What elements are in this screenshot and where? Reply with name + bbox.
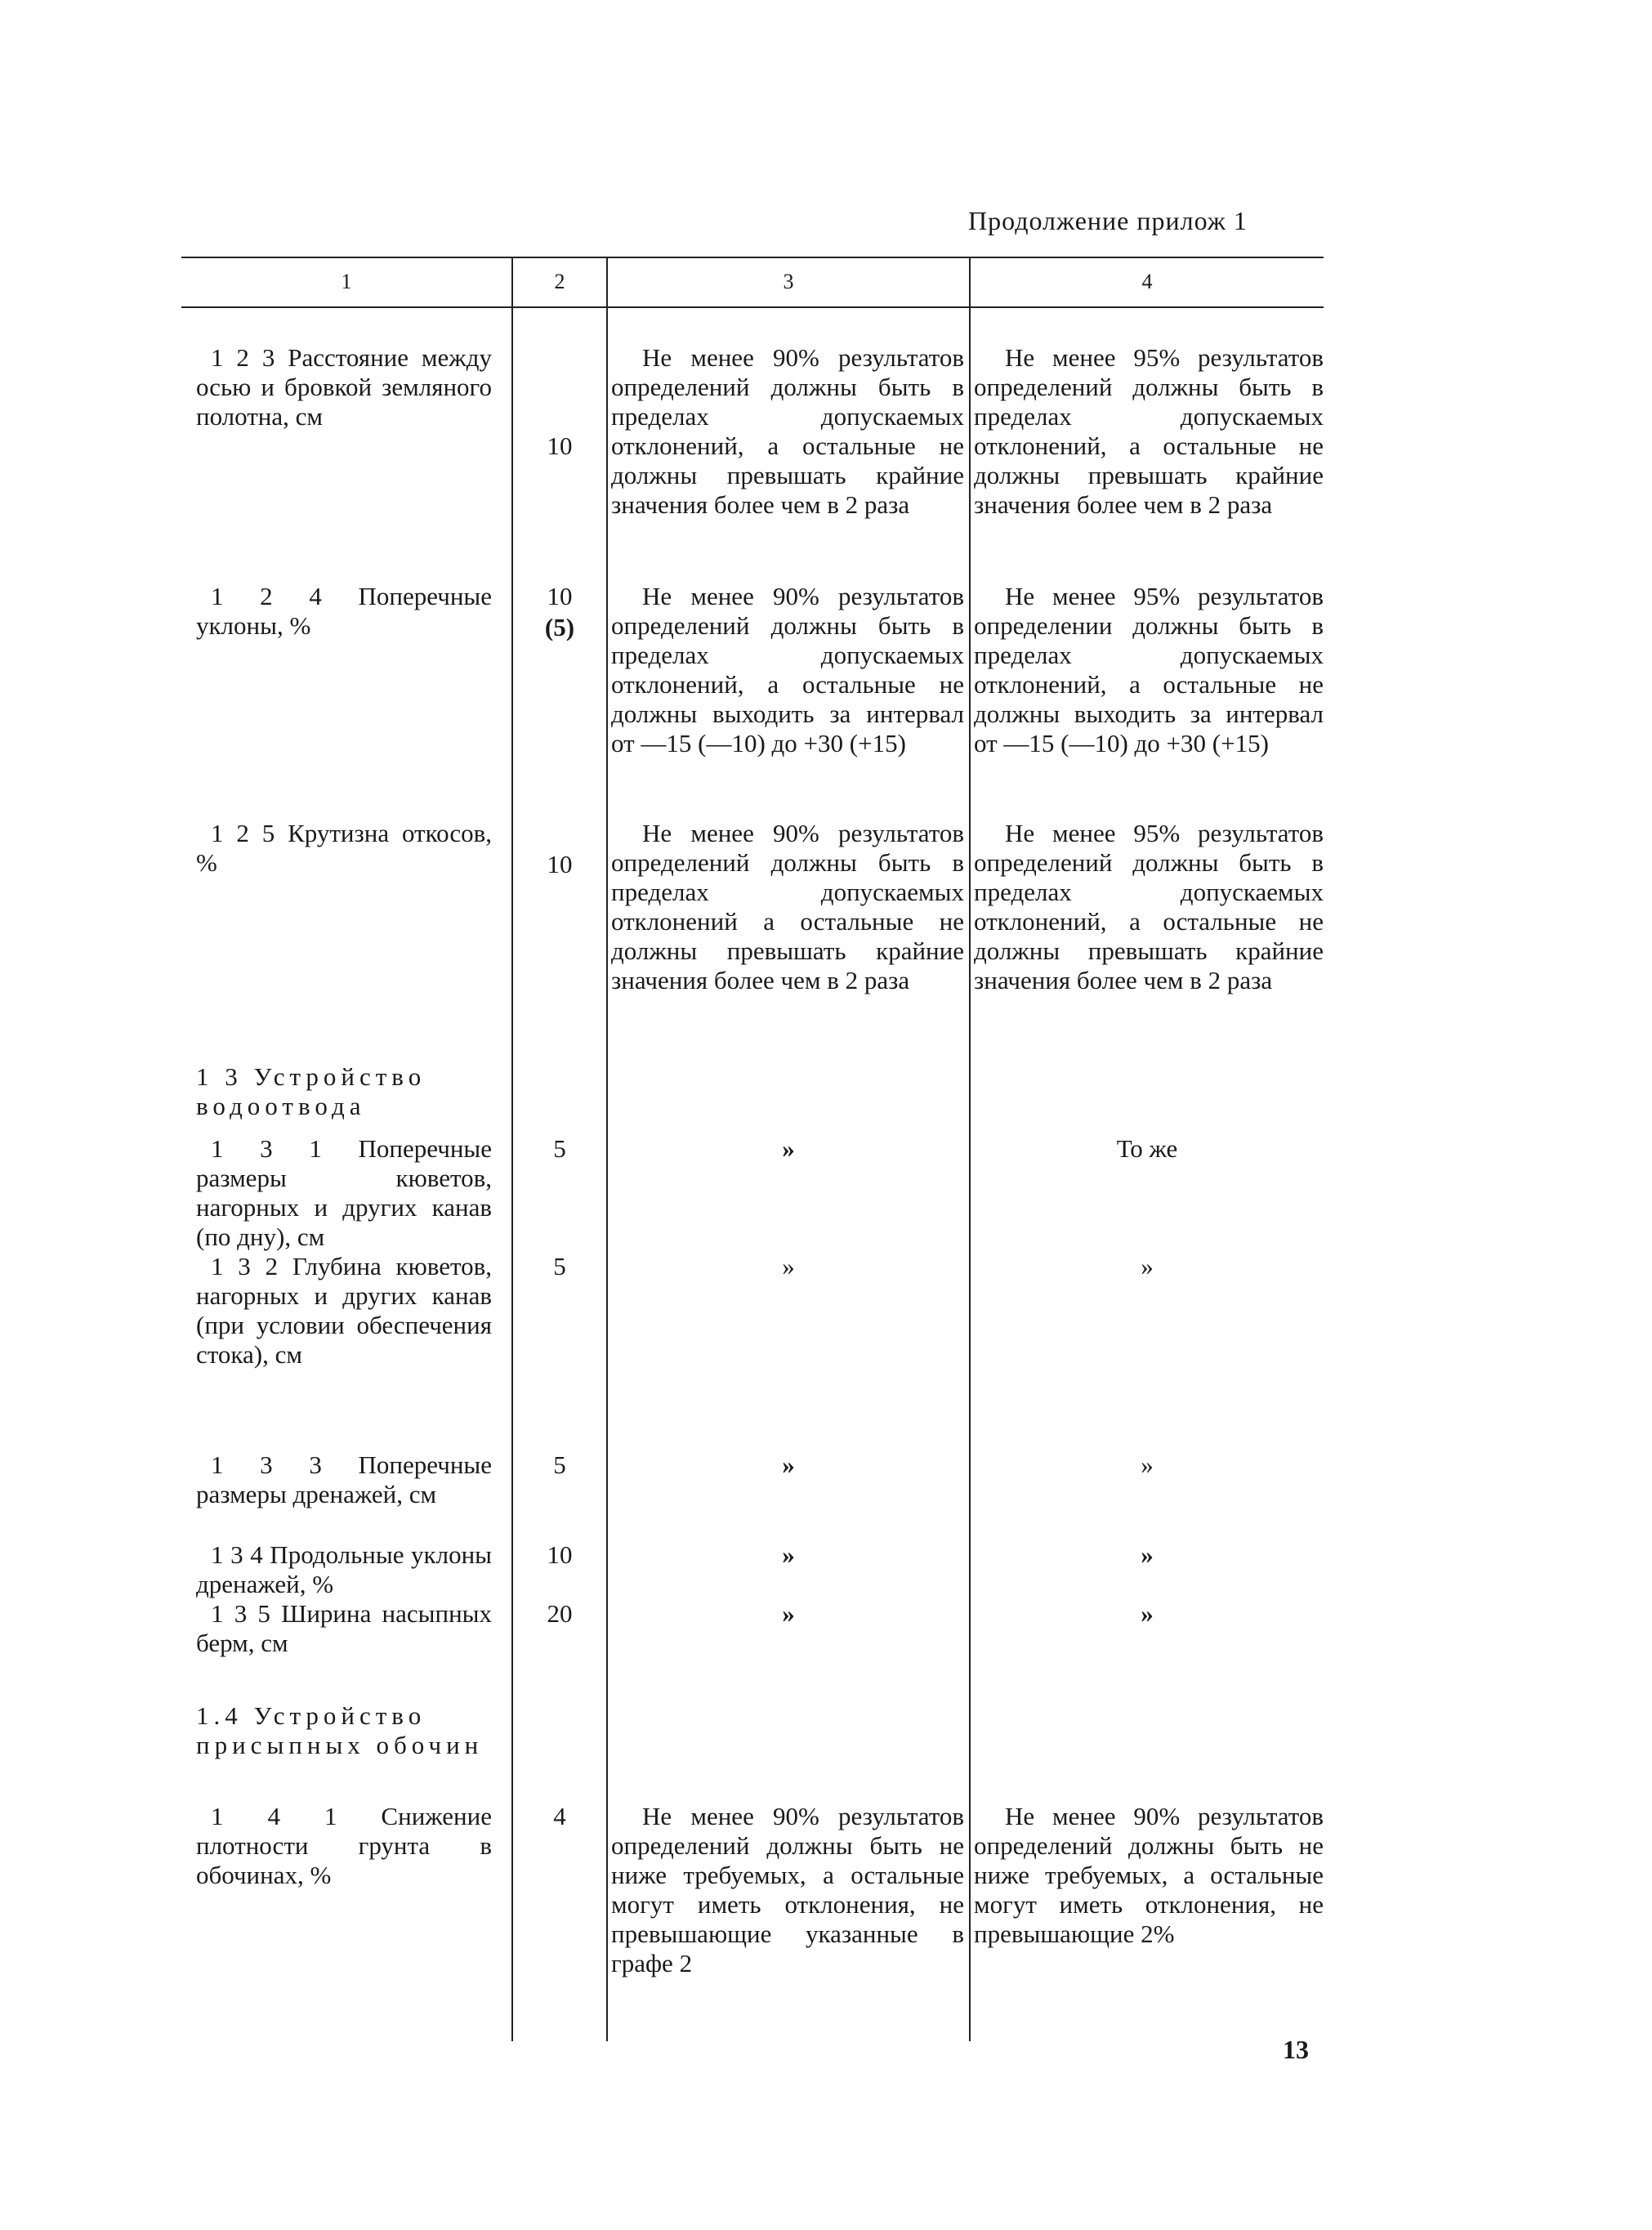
- column-number: 3: [783, 270, 794, 293]
- tolerance-value: 4: [553, 1802, 566, 1830]
- column-number: 1: [341, 270, 352, 293]
- tolerance-value: 5: [553, 1252, 566, 1280]
- column-number: 4: [1141, 270, 1153, 293]
- requirement-col3: Не менее 90% результатов определений должны быть не ниже требуемых, а остальные могут иметь отклонения, не превышающие указанные в графе 2: [611, 1802, 964, 1978]
- parameter-name: 1 2 4 Поперечные уклоны, %: [196, 582, 492, 640]
- table-header-rule: [181, 306, 1324, 308]
- ditto-mark: »: [1141, 1540, 1154, 1569]
- tolerance-value: 10: [547, 431, 573, 460]
- requirement-col3: Не менее 90% результатов определений должны быть в пределах допускаемых отклонений, а остальные не должны превышать крайние значения более чем в 2 раза: [611, 343, 964, 519]
- page-header: Продолжение прилож 1: [968, 206, 1248, 235]
- tolerance-value: 5: [553, 1134, 566, 1163]
- parameter-name: 1 4 1 Снижение плотности грунта в обочинах, %: [196, 1802, 492, 1889]
- ditto-mark: »: [782, 1599, 795, 1628]
- parameter-name: 1 2 3 Расстояние между осью и бровкой земляного полотна, см: [196, 343, 492, 431]
- tolerance-value-alt: (5): [544, 613, 575, 641]
- page-number: 13: [1283, 2035, 1309, 2064]
- ditto-mark: »: [1141, 1252, 1154, 1280]
- same-as-above: То же: [1116, 1134, 1178, 1163]
- column-number: 2: [554, 270, 565, 293]
- requirement-col4: Не менее 95% результатов определении должны быть в пределах допускаемых отклонений, а остальные не должны выходить за интервал от —15 (—10) до +30 (+15): [974, 582, 1324, 757]
- tolerance-value: 10: [547, 1540, 573, 1569]
- ditto-mark: »: [1141, 1599, 1154, 1628]
- parameter-name: 1 3 4 Продольные уклоны дренажей, %: [196, 1540, 492, 1598]
- ditto-mark: »: [782, 1450, 795, 1479]
- requirement-col4: Не менее 90% результатов определений должны быть не ниже требуемых, а остальные могут иметь отклонения, не превышающие 2%: [974, 1802, 1324, 1948]
- section-heading: 1.4 Устройство присыпных обочин: [196, 1701, 484, 1759]
- requirement-col4: Не менее 95% результатов определений должны быть в пределах допускаемых отклонений, а остальные не должны превышать крайние значения более чем в 2 раза: [974, 819, 1324, 994]
- tolerance-value: 5: [553, 1450, 566, 1479]
- parameter-name: 1 3 5 Ширина насыпных берм, см: [196, 1599, 492, 1657]
- requirement-col4: Не менее 95% результатов определений должны быть в пределах допускаемых отклонений, а остальные не должны превышать крайние значения более чем в 2 раза: [974, 343, 1324, 519]
- ditto-mark: »: [782, 1134, 795, 1163]
- table-top-rule: [181, 257, 1324, 258]
- ditto-mark: »: [1141, 1450, 1154, 1479]
- section-heading: 1 3 Устройство водоотвода: [196, 1062, 426, 1120]
- ditto-mark: »: [782, 1540, 795, 1569]
- parameter-name: 1 3 1 Поперечные размеры кюветов, нагорных и других канав (по дну), см: [196, 1134, 492, 1251]
- parameter-name: 1 2 5 Крутизна откосов, %: [196, 819, 492, 877]
- tolerance-value: 10: [547, 850, 573, 878]
- tolerance-value: 20: [547, 1599, 573, 1628]
- tolerance-value: 10: [547, 582, 573, 610]
- parameter-name: 1 3 3 Поперечные размеры дренажей, см: [196, 1450, 492, 1508]
- parameter-name: 1 3 2 Глубина кюветов, нагорных и других канав (при условии обеспечения стока), см: [196, 1252, 492, 1369]
- requirement-col3: Не менее 90% результатов определений должны быть в пределах допускаемых отклонений, а остальные не должны выходить за интервал от —15 (—10) до +30 (+15): [611, 582, 964, 757]
- requirement-col3: Не менее 90% результатов определений должны быть в пределах допускаемых отклонений а остальные не должны превышать крайние значения более чем в 2 раза: [611, 819, 964, 994]
- ditto-mark: »: [782, 1252, 795, 1280]
